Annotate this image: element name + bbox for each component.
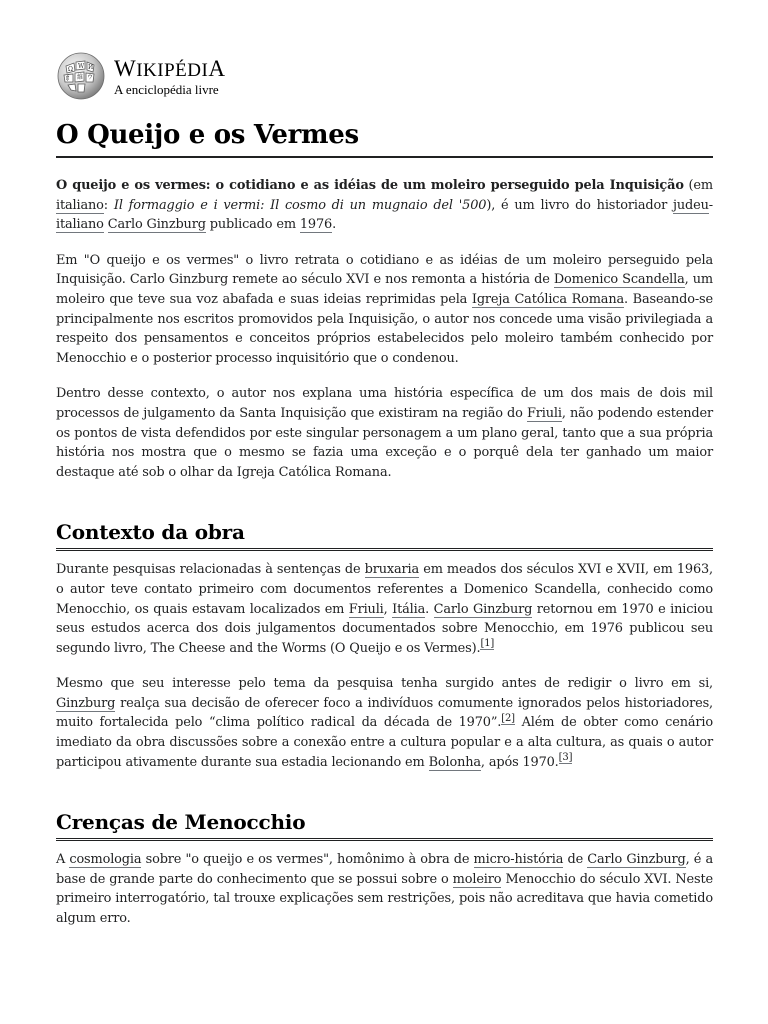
link-cosmologia[interactable]: cosmologia — [69, 852, 142, 868]
link-carlo-ginzburg-3[interactable]: Carlo Ginzburg — [587, 852, 686, 868]
lead-italian-title: Il formaggio e i vermi: Il cosmo di un mugnaio del '500 — [113, 197, 487, 213]
reference-1[interactable]: [1] — [480, 638, 495, 650]
section-heading-crencas: Crenças de Menocchio — [56, 810, 713, 841]
article-title: O Queijo e os Vermes — [56, 116, 713, 158]
svg-text:ウ: ウ — [87, 74, 94, 81]
link-domenico-scandella[interactable]: Domenico Scandella — [553, 272, 685, 288]
link-1976[interactable]: 1976 — [299, 217, 333, 233]
link-carlo-ginzburg-2[interactable]: Carlo Ginzburg — [433, 601, 533, 617]
svg-text:И: И — [88, 64, 94, 71]
contexto-paragraph-2: Mesmo que seu interesse pelo tema da pesquisa tenha surgido antes de redigir o livro em si, Ginzburg realça sua decisão de oferecer foco a indivíduos comumente ignorados pelos historiadores, muito fortalecida pelo “clima político radical da década de 1970”.[2] Além de obter como cenário imediato da obra discussões sobre a conexão entre a cultura popular e a alta cultura, as quais o autor participou ativamente durante sua estadia lecionando em Bolonha, após 1970.[3] — [56, 676, 713, 770]
reference-3[interactable]: [3] — [558, 752, 573, 764]
svg-text:ई: ई — [66, 75, 69, 82]
section-heading-contexto: Contexto da obra — [56, 520, 713, 551]
lead-paragraph: O queijo e os vermes: o cotidiano e as idéias de um moleiro perseguido pela Inquisição (em italiano: Il formaggio e i vermi: Il cosmo di un mugnaio del '500), é um livro do historiador judeu-italiano Carlo Ginzburg publicado em 1976. — [56, 178, 713, 233]
reference-2[interactable]: [2] — [501, 713, 515, 725]
link-carlo-ginzburg[interactable]: Carlo Ginzburg — [107, 217, 206, 233]
link-judeu[interactable]: judeu — [673, 197, 709, 213]
link-italiano[interactable]: italiano — [56, 197, 104, 213]
contexto-paragraph-1: Durante pesquisas relacionadas à sentenças de bruxaria em meados dos séculos XVI e XVII, em 1963, o autor teve contato primeiro com documentos referentes a Domenico Scandella, conhecido como Menocchio, os quais estavam localizados em Friuli, Itália. Carlo Ginzburg retornou em 1970 e iniciou seus estudos acerca dos dois julgamentos documentados sobre Menocchio, em 1976 publicou seu segundo livro, The Cheese and the Worms (O Queijo e os Vermes).[1] — [56, 562, 713, 656]
crencas-paragraph-1: A cosmologia sobre "o queijo e os vermes", homônimo à obra de micro-história de Carlo Ginzburg, é a base de grande parte do conhecimento que se possui sobre o moleiro Menocchio do século XVI. Neste primeiro interrogatório, tal trouxe explicações sem restrições, pois não acreditava que havia cometido algum erro. — [56, 852, 713, 927]
wikipedia-globe-logo-icon[interactable] — [56, 51, 106, 101]
site-header — [56, 52, 225, 100]
paragraph-2: Em "O queijo e os vermes" o livro retrata o cotidiano e as idéias de um moleiro perseguido pela Inquisição. Carlo Ginzburg remete ao século XVI e nos remonta a história de Domenico Scandella, um moleiro que teve sua voz abafada e suas ideias reprimidas pela Igreja Católica Romana. Baseando-se principalmente nos escritos promovidos pela Inquisição, o autor nos concede uma visão privilegiada a respeito dos pensamentos e conceitos próprios estabelecidos pelo moleiro também conhecido por Menocchio e o posterior processo inquisitório que o condenou. — [56, 252, 713, 366]
site-tagline: A enciclopédia livre — [114, 81, 219, 97]
site-name: WIKIPÉDIA — [114, 55, 226, 81]
paragraph-3: Dentro desse contexto, o autor nos explana uma história específica de um dos mais de dois mil processos de julgamento da Santa Inquisição que existiram na região do Friuli, não podendo estender os pontos de vista defendidos por este singular personagem a um plano geral, tanto que a sua própria história nos mostra que o mesmo se fazia uma exceção e o porquê dela ter ganhado um maior destaque até sob o olhar da Igreja Católica Romana. — [56, 386, 713, 480]
link-italia[interactable]: Itália — [392, 601, 426, 617]
link-moleiro[interactable]: moleiro — [452, 871, 502, 887]
link-bolonha[interactable]: Bolonha — [428, 754, 481, 770]
link-ginzburg[interactable]: Ginzburg — [56, 695, 116, 711]
link-friuli-2[interactable]: Friuli — [348, 601, 384, 617]
article-content — [56, 116, 713, 929]
link-italiano-2[interactable]: italiano — [56, 217, 104, 233]
link-friuli[interactable]: Friuli — [526, 405, 562, 421]
svg-text:Ω: Ω — [68, 66, 73, 73]
site-wordmark[interactable] — [114, 57, 225, 96]
lead-bold-title: O queijo e os vermes: o cotidiano e as idéias de um moleiro perseguido pela Inquisição — [56, 178, 684, 193]
link-micro-historia[interactable]: micro-história — [473, 852, 564, 868]
link-bruxaria[interactable]: bruxaria — [364, 562, 420, 578]
link-igreja-catolica-romana[interactable]: Igreja Católica Romana — [471, 291, 625, 307]
svg-text:W: W — [78, 63, 85, 70]
svg-text:維: 維 — [77, 74, 84, 81]
